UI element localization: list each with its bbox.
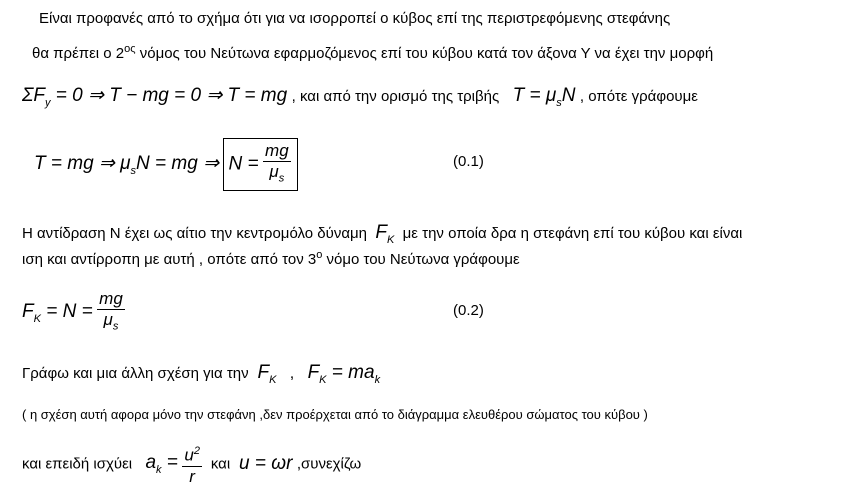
fraction-denominator [97,309,125,336]
eq-subscript: s [556,96,562,109]
eq-subscript: s [112,320,119,333]
eq-subscript: k [156,463,162,476]
eq-subscript: K [319,373,327,386]
text-part: θα πρέπει ο 2 [32,45,125,62]
eq-part: μ [269,162,279,181]
paragraph-line-6 [22,249,520,268]
paragraph-line-5 [22,222,742,246]
eq-part: F [307,362,320,383]
text-part: και επειδή ισχύει [22,455,133,473]
fraction [263,141,291,188]
paragraph-line-8: Γράφω και μια άλλη σχέση για την $F_K$ , $F_K = ma_k$ [22,362,381,386]
eq-symbol: ΣF [22,85,45,106]
eq-left [22,300,93,325]
equation-friction [512,85,576,109]
symbol-fk [257,362,277,386]
text-part: Η αντίδραση Ν έχει ως αίτιο την κεντρομόλο δύναμη [22,225,367,242]
text-part: και [210,455,231,473]
fraction [182,441,202,487]
text-part: ,συνεχίζω [296,455,362,473]
eq-part: T = μ [512,85,557,106]
fraction-numerator [182,441,202,466]
text-part: , οπότε γράφουμε [579,88,698,105]
eq-part: = N = [40,300,93,322]
eq-part: N = mg ⇒ [136,153,220,175]
eq-rest: = 0 ⇒ T − mg = 0 ⇒ T = mg [50,85,288,106]
superscript: ος [124,43,136,55]
text-part: με την οποία δρα η στεφάνη επί του κύβου και είναι [402,225,743,242]
equation-0-2 [22,289,125,336]
eq-part: F [257,362,270,383]
eq-part: μ [103,310,113,329]
eq-subscript: y [45,96,51,109]
equation-0-1 [34,138,298,191]
text-part: νόμος του Νεύτωνα εφαρμοζόμενος επί του κύβου κατά τον άξονα Υ να έχει την μορφή [135,45,714,62]
eq-part: F [22,300,34,322]
eq-superscript: 2 [193,445,200,457]
paragraph-line-2 [32,43,713,62]
eq-subscript: s [130,165,137,178]
eq-part: N [561,85,576,106]
eq-part: a [145,451,157,473]
paragraph-line-1: Είναι προφανές από το σχήμα ότι για να ισορροπεί ο κύβος επί της περιστρεφόμενης στεφάνης [39,10,671,27]
equation-number-0-2: (0.2) [453,302,484,319]
text-part: ιση και αντίρροπη με αυτή , οπότε από τον 3 [22,251,317,268]
eq-part: = ma [326,362,375,383]
equation-equilibrium-row [22,84,698,109]
eq-subscript: s [278,172,285,185]
note-line: ( η σχέση αυτή αφορα μόνο την στεφάνη ,δεν προέρχεται από το διάγραμμα ελευθέρου σώματος του κύβου ) [22,407,648,422]
eq-part: T = mg ⇒ μ [34,153,131,175]
equation-sum-forces [22,85,288,109]
fraction-numerator: mg [99,289,123,308]
eq-part: u [184,445,194,465]
symbol-ak [145,451,178,476]
eq-subscript: K [33,312,41,325]
eq-part: = [161,451,178,473]
superscript: ο [316,249,323,261]
eq-subscript: k [374,373,381,386]
boxed-result [223,138,297,191]
eq-part: F [375,222,387,243]
fraction-denominator: r [182,466,202,487]
equation-number-0-1: (0.1) [453,153,484,170]
eq-left [34,153,220,178]
text-part: Γράφω και μια άλλη σχέση για την [22,365,249,382]
eq-subscript: K [386,233,395,246]
fraction [97,289,125,336]
eq-subscript: K [269,373,277,386]
symbol-fk [375,222,395,246]
paragraph-line-10 [22,441,361,487]
eq-part: N = [228,153,259,175]
equation-fk-ma [307,362,381,386]
fraction-numerator: mg [265,141,289,160]
fraction-denominator [263,161,291,188]
equation-u-omega-r: u = ωr [239,452,293,474]
text-part: νόμο του Νεύτωνα γράφουμε [322,251,520,268]
text-part: , και από την ορισμό της τριβής [291,88,500,105]
